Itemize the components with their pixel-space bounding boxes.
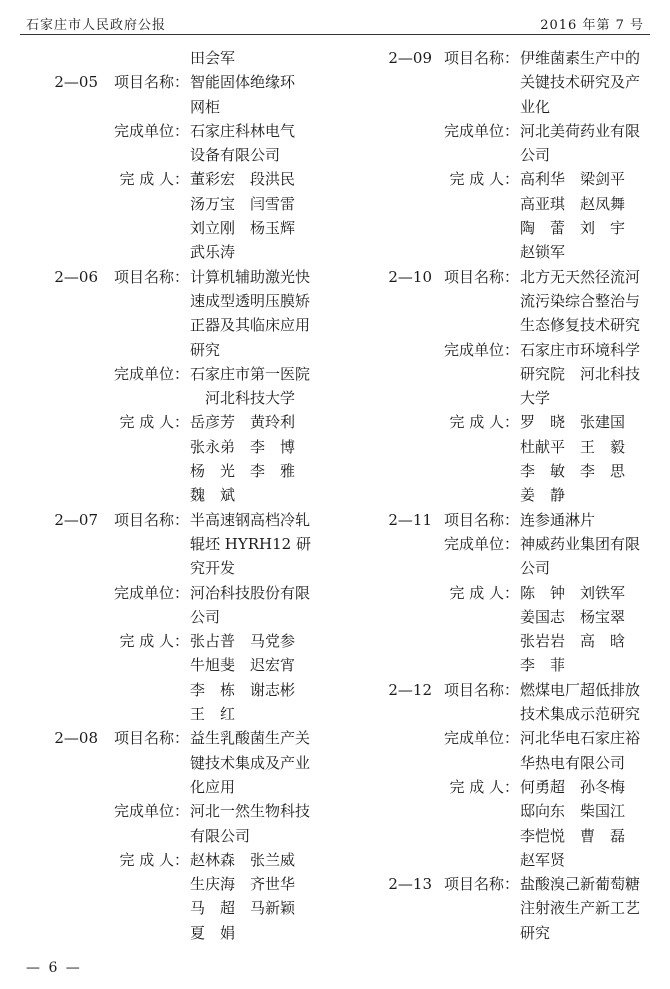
field-value: 关键技术研究及产: [520, 73, 641, 92]
field-value: 陶 蕾 刘 宇: [520, 219, 626, 238]
field-label: 完成单位：: [443, 121, 519, 140]
field-value: 马 超 马新颖: [190, 899, 296, 918]
entry-line: [36, 386, 330, 410]
entry-line: [370, 921, 660, 945]
field-value: 键技术集成及产业: [190, 753, 311, 772]
field-value: 设备有限公司: [190, 146, 281, 165]
field-value: 燃煤电厂超低排放: [520, 680, 641, 699]
entry-line: [36, 556, 330, 580]
field-value: 正器及其临床应用: [190, 316, 311, 335]
project-number: 2—07: [54, 510, 98, 529]
entry-line: [36, 289, 330, 313]
entry-line: [370, 848, 660, 872]
field-label: 完成单位：: [443, 340, 519, 359]
entry-line: [36, 872, 330, 896]
field-value: 流污染综合整治与: [520, 291, 641, 310]
entry-line: [36, 508, 330, 532]
entry-line: [36, 775, 330, 799]
field-label: 完成单位：: [443, 729, 519, 748]
entry-line: [36, 70, 330, 94]
entry-line: [36, 459, 330, 483]
entry-line: [370, 410, 660, 434]
entry-line: [370, 678, 660, 702]
field-value: 刘立刚 杨玉辉: [190, 219, 296, 238]
field-value: 杜献平 王 毅: [520, 437, 626, 456]
entry-line: [370, 824, 660, 848]
field-label: 项目名称：: [113, 510, 189, 529]
entry-line: [370, 46, 660, 70]
field-value: 张永弟 李 博: [190, 437, 296, 456]
field-value: 张占普 马党参: [190, 632, 296, 651]
entry-line: [370, 362, 660, 386]
field-value: 赵军贤: [520, 850, 566, 869]
field-value: 石家庄市第一医院: [190, 364, 311, 383]
entry-line: [36, 799, 330, 823]
entry-line: [370, 751, 660, 775]
field-value: 李 敏 李 思: [520, 462, 626, 481]
field-label: 完 成 人：: [449, 583, 519, 602]
entry-line: [370, 581, 660, 605]
page-number: — 6 —: [26, 960, 82, 976]
field-value: 盐酸溴己新葡萄糖: [520, 875, 641, 894]
field-value: 公司: [520, 559, 551, 578]
left-column: [36, 46, 330, 945]
field-value: 河冶科技股份有限: [190, 583, 311, 602]
project-number: 2—13: [388, 875, 432, 894]
field-value: 李 栋 谢志彬: [190, 680, 296, 699]
entry-line: [36, 824, 330, 848]
entry-line: [36, 216, 330, 240]
entry-line: [36, 581, 330, 605]
entry-line: [370, 775, 660, 799]
page-header: [20, 10, 650, 35]
entry-line: [370, 265, 660, 289]
entry-line: [370, 799, 660, 823]
entry-line: [370, 556, 660, 580]
field-label: 项目名称：: [443, 49, 519, 67]
field-value: 公司: [520, 146, 551, 165]
field-value: 智能固体绝缘环: [190, 73, 296, 92]
entry-line: [370, 532, 660, 556]
entry-line: [370, 119, 660, 143]
field-value: 罗 晓 张建国: [520, 413, 626, 432]
field-value: 河北科技大学: [190, 389, 296, 408]
entry-line: [370, 143, 660, 167]
field-value: 河北美荷药业有限: [520, 121, 641, 140]
field-label: 完成单位：: [443, 534, 519, 553]
field-label: 完 成 人：: [119, 632, 189, 651]
entry-line: [36, 313, 330, 337]
field-value: 何勇超 孙冬梅: [520, 777, 626, 796]
entry-line: [36, 751, 330, 775]
entry-line: [370, 629, 660, 653]
field-value: 董彩宏 段洪民: [190, 170, 296, 189]
entry-line: [370, 95, 660, 119]
entry-line: [36, 653, 330, 677]
field-label: 项目名称：: [113, 73, 189, 92]
field-value: 姜 静: [520, 486, 566, 505]
field-value: 生态修复技术研究: [520, 316, 641, 335]
field-value: 公司: [190, 607, 221, 626]
entry-line: [370, 240, 660, 264]
project-number: 2—06: [54, 267, 98, 286]
entry-line: [36, 848, 330, 872]
field-value: 伊维菌素生产中的: [520, 49, 641, 67]
field-value: 北方无天然径流河: [520, 267, 641, 286]
entry-line: [370, 459, 660, 483]
field-label: 项目名称：: [443, 510, 519, 529]
field-value: 有限公司: [190, 826, 251, 845]
field-label: 完 成 人：: [449, 777, 519, 796]
field-value: 张岩岩 高 晗: [520, 632, 626, 651]
field-value: 计算机辅助激光快: [190, 267, 311, 286]
entry-line: [370, 872, 660, 896]
entry-line: [36, 921, 330, 945]
field-value: 武乐涛: [190, 243, 236, 262]
entry-line: [36, 46, 330, 70]
entry-line: [36, 95, 330, 119]
entry-line: [36, 338, 330, 362]
field-value: 神威药业集团有限: [520, 534, 641, 553]
project-number: 2—12: [388, 680, 432, 699]
field-label: 完成单位：: [113, 583, 189, 602]
field-value: 研究: [190, 340, 221, 359]
field-value: 半高速钢高档冷轧: [190, 510, 311, 529]
field-value: 研究院 河北科技: [520, 364, 641, 383]
entry-line: [370, 70, 660, 94]
entry-line: [370, 386, 660, 410]
field-label: 项目名称：: [113, 267, 189, 286]
field-value: 连参通淋片: [520, 510, 596, 529]
field-value: 业化: [520, 97, 551, 116]
entry-line: [36, 435, 330, 459]
field-value: 汤万宝 闫雪雷: [190, 194, 296, 213]
field-value: 化应用: [190, 777, 236, 796]
entry-line: [370, 896, 660, 920]
field-value: 杨 光 李 雅: [190, 462, 296, 481]
entry-line: [36, 726, 330, 750]
entry-line: [36, 483, 330, 507]
field-value: 赵锁军: [520, 243, 566, 262]
field-label: 完成单位：: [113, 121, 189, 140]
field-label: 完 成 人：: [119, 413, 189, 432]
entry-line: [36, 265, 330, 289]
field-value: 高亚琪 赵凤舞: [520, 194, 626, 213]
entry-line: [36, 702, 330, 726]
entry-line: [370, 702, 660, 726]
field-label: 项目名称：: [443, 875, 519, 894]
project-number: 2—11: [388, 510, 432, 529]
field-value: 赵林森 张兰威: [190, 850, 296, 869]
field-value: 注射液生产新工艺: [520, 899, 641, 918]
project-number: 2—09: [388, 49, 432, 67]
entry-line: [36, 532, 330, 556]
field-value: 大学: [520, 389, 551, 408]
field-value: 王 红: [190, 705, 236, 724]
field-label: 项目名称：: [113, 729, 189, 748]
field-value: 岳彦芳 黄玲利: [190, 413, 296, 432]
field-value: 究开发: [190, 559, 236, 578]
entry-line: [370, 726, 660, 750]
entry-line: [36, 629, 330, 653]
field-value: 邸向东 柴国江: [520, 802, 626, 821]
field-label: 完 成 人：: [449, 170, 519, 189]
entry-line: [36, 240, 330, 264]
field-value: 李恺悦 曹 磊: [520, 826, 626, 845]
entry-line: [370, 313, 660, 337]
entry-line: [370, 167, 660, 191]
field-value: 姜国志 杨宝翠: [520, 607, 626, 626]
entry-line: [370, 192, 660, 216]
issue-number: 2016 年第 7 号: [540, 18, 644, 33]
entry-line: [370, 216, 660, 240]
field-value: 魏 斌: [190, 486, 236, 505]
field-value: 速成型透明压膜矫: [190, 291, 311, 310]
field-value: 技术集成示范研究: [520, 705, 641, 724]
project-number: 2—05: [54, 73, 98, 92]
project-number: 2—10: [388, 267, 432, 286]
field-label: 完 成 人：: [119, 850, 189, 869]
entry-line: [370, 435, 660, 459]
project-number: 2—08: [54, 729, 98, 748]
field-label: 完成单位：: [113, 364, 189, 383]
entry-line: [36, 167, 330, 191]
field-label: 完 成 人：: [119, 170, 189, 189]
field-value: 益生乳酸菌生产关: [190, 729, 311, 748]
publication-title: 石家庄市人民政府公报: [26, 18, 167, 33]
field-value: 石家庄市环境科学: [520, 340, 641, 359]
entry-line: [370, 289, 660, 313]
field-label: 完成单位：: [113, 802, 189, 821]
field-value: 牛旭斐 迟宏宵: [190, 656, 296, 675]
entry-line: [36, 605, 330, 629]
field-value: 石家庄科林电气: [190, 121, 296, 140]
entry-line: [370, 338, 660, 362]
entry-line: [36, 143, 330, 167]
entry-line: [36, 119, 330, 143]
field-value: 辊坯 HYRH12 研: [190, 534, 311, 553]
entry-line: [36, 896, 330, 920]
entry-line: [370, 605, 660, 629]
field-value: 河北一然生物科技: [190, 802, 311, 821]
entry-line: [36, 678, 330, 702]
field-value: 河北华电石家庄裕: [520, 729, 641, 748]
entry-line: [370, 508, 660, 532]
field-value: 网柜: [190, 97, 221, 116]
field-value: 夏 娟: [190, 923, 236, 942]
field-label: 完 成 人：: [449, 413, 519, 432]
field-value: 陈 钟 刘铁军: [520, 583, 626, 602]
entry-line: [36, 192, 330, 216]
entry-line: [370, 483, 660, 507]
field-value: 李 菲: [520, 656, 566, 675]
field-value: 高利华 梁剑平: [520, 170, 626, 189]
field-value: 华热电有限公司: [520, 753, 626, 772]
field-label: 项目名称：: [443, 267, 519, 286]
entry-line: [36, 410, 330, 434]
field-value: 生庆海 齐世华: [190, 875, 296, 894]
field-value: 研究: [520, 923, 551, 942]
right-column: [370, 46, 660, 945]
field-value: 田会军: [190, 49, 236, 67]
field-label: 项目名称：: [443, 680, 519, 699]
entry-line: [36, 362, 330, 386]
entry-line: [370, 653, 660, 677]
